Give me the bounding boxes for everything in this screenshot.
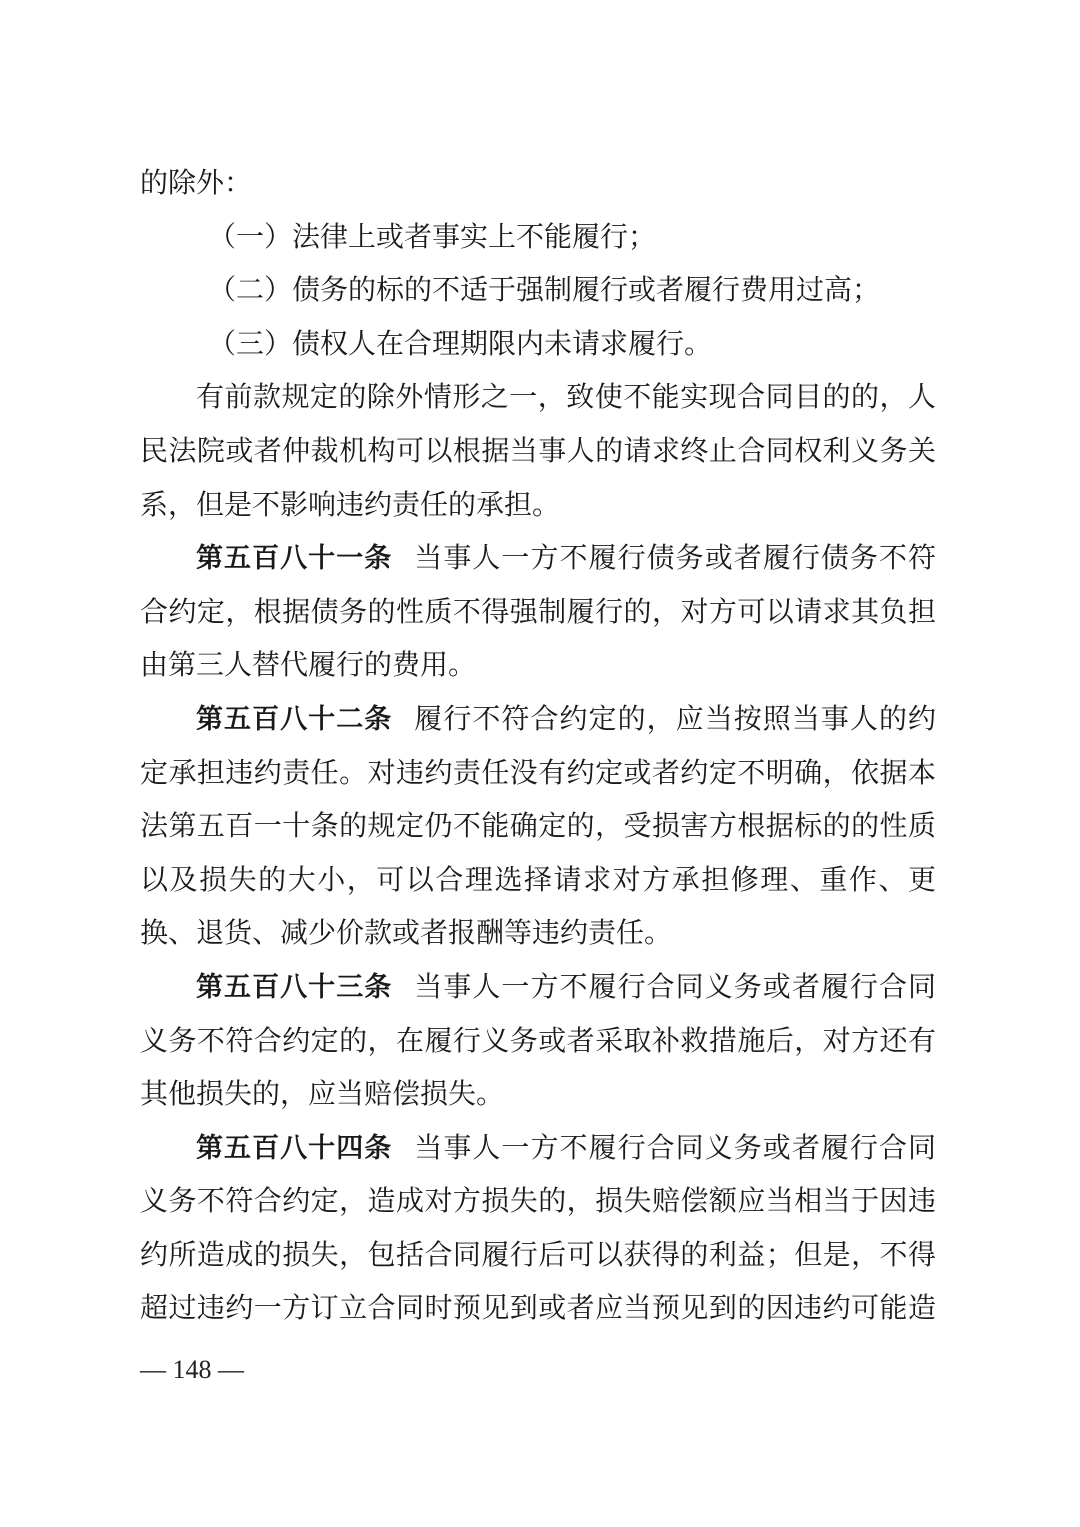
article-581 (140, 531, 936, 692)
text-line: 的除外： (140, 166, 253, 199)
text-line: 系，但是不影响违约责任的承担。 (140, 487, 561, 521)
text-line: 民法院或者仲裁机构可以根据当事人的请求终止合同权利义务关 (140, 433, 936, 467)
article-text: 履行不符合约定的，应当按照当事人的约 (414, 701, 936, 735)
article-first-line (140, 1121, 936, 1175)
article-number: 第五百八十二条 (196, 703, 393, 735)
article-number: 第五百八十三条 (196, 971, 393, 1003)
list-item-3: （三）债权人在合理期限内未请求履行。 (208, 326, 713, 360)
text-line: 定承担违约责任。对违约责任没有约定或者约定不明确，依据本 (140, 755, 936, 789)
text-line: 法第五百一十条的规定仍不能确定的，受损害方根据标的的性质 (140, 809, 936, 843)
text-line: 以及损失的大小，可以合理选择请求对方承担修理、重作、更 (140, 862, 936, 896)
list-item-1: （一）法律上或者事实上不能履行； (208, 219, 657, 253)
text-line: 约所造成的损失，包括合同履行后可以获得的利益；但是，不得 (140, 1237, 936, 1271)
article-text: 当事人一方不履行合同义务或者履行合同 (414, 1130, 936, 1164)
text-line: 义务不符合约定，造成对方损失的，损失赔偿额应当相当于因违 (140, 1184, 936, 1218)
page-number: — 148 — (140, 1355, 244, 1384)
text-line: 由第三人替代履行的费用。 (140, 648, 477, 682)
text-line: 合约定，根据债务的性质不得强制履行的，对方可以请求其负担 (140, 594, 936, 628)
article-text: 当事人一方不履行债务或者履行债务不符 (414, 541, 936, 575)
text-line: 其他损失的，应当赔偿损失。 (140, 1077, 505, 1111)
article-first-line (140, 692, 936, 746)
paragraph-exceptions (140, 156, 936, 370)
article-text: 当事人一方不履行合同义务或者履行合同 (414, 969, 936, 1003)
article-582 (140, 692, 936, 960)
article-number: 第五百八十一条 (196, 543, 393, 575)
text-line: 有前款规定的除外情形之一，致使不能实现合同目的的，人 (196, 380, 936, 414)
article-first-line (140, 960, 936, 1014)
article-first-line (140, 531, 936, 585)
text-line: 义务不符合约定的，在履行义务或者采取补救措施后，对方还有 (140, 1023, 936, 1057)
text-line: 换、退货、减少价款或者报酬等违约责任。 (140, 916, 673, 950)
text-line: 超过违约一方订立合同时预见到或者应当预见到的因违约可能造 (140, 1291, 936, 1325)
list-item-2: （二）债务的标的不适于强制履行或者履行费用过高； (208, 273, 881, 307)
article-583 (140, 960, 936, 1121)
body-text (140, 156, 936, 1335)
article-584 (140, 1121, 936, 1335)
paragraph-termination (140, 370, 936, 531)
article-number: 第五百八十四条 (196, 1132, 393, 1164)
